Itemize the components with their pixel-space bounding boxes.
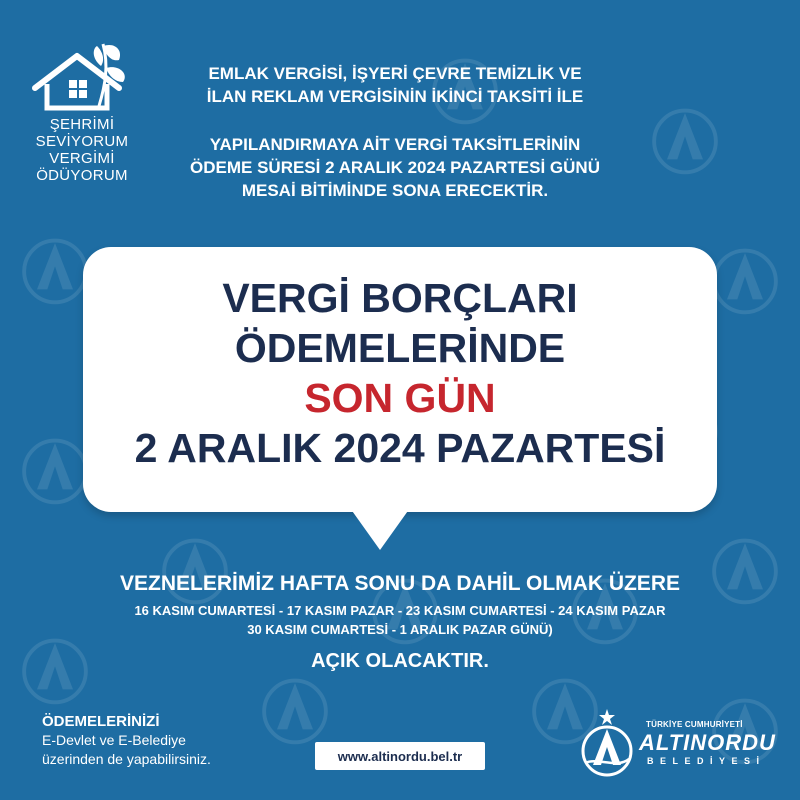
cashier-closing: AÇIK OLACAKTIR. <box>311 650 489 672</box>
campaign-logo-line: ÖDÜYORUM <box>36 167 128 184</box>
altinordu-municipality-logo <box>575 705 776 785</box>
website-link[interactable]: www.altinordu.bel.tr <box>315 742 485 770</box>
campaign-logo-line: ŞEHRİMİ <box>49 116 115 133</box>
bubble-deadline-date: 2 ARALIK 2024 PAZARTESİ <box>134 425 666 471</box>
intro-paragraph-2 <box>160 133 630 202</box>
altinordu-emblem-icon <box>575 707 639 777</box>
intro-line: İLAN REKLAM VERGİSİNİN İKİNCİ TAKSİTİ İLE <box>206 87 584 106</box>
campaign-logo-line: SEVİYORUM <box>35 133 129 150</box>
bubble-last-day-label: SON GÜN <box>304 375 496 421</box>
campaign-logo <box>22 36 142 196</box>
watermark-emblem-icon <box>250 660 340 750</box>
intro-line: EMLAK VERGİSİ, İŞYERİ ÇEVRE TEMİZLİK VE <box>208 64 582 83</box>
deadline-speech-bubble <box>83 247 717 512</box>
cashier-headline: VEZNELERİMİZ HAFTA SONU DA DAHİL OLMAK ÜZERE <box>120 572 680 595</box>
intro-line: YAPILANDIRMAYA AİT VERGİ TAKSİTLERİNİN <box>209 135 581 154</box>
municipality-name: ALTINORDU <box>639 730 776 755</box>
bubble-line-2: ÖDEMELERİNDE <box>234 325 566 371</box>
cashier-dates-line-1: 16 KASIM CUMARTESİ - 17 KASIM PAZAR - 23 KASIM CUMARTESİ - 24 KASIM PAZAR <box>134 603 666 618</box>
watermark-emblem-icon <box>640 90 730 180</box>
municipality-subtitle: BELEDİYESİ <box>647 756 766 766</box>
cashier-dates-line-2: 30 KASIM CUMARTESİ - 1 ARALIK PAZAR GÜNÜ) <box>247 622 553 637</box>
speech-bubble-tail <box>350 508 410 550</box>
online-payment-title: ÖDEMELERİNİZİ <box>42 713 160 730</box>
bubble-line-1: VERGİ BORÇLARI <box>222 275 578 321</box>
intro-line: MESAİ BİTİMİNDE SONA ERECEKTİR. <box>241 181 549 200</box>
online-payment-note <box>42 712 211 769</box>
campaign-logo-line: VERGİMİ <box>49 150 115 167</box>
intro-paragraph-1 <box>160 62 630 108</box>
intro-line: ÖDEME SÜRESİ 2 ARALIK 2024 PAZARTESİ GÜNÜ <box>190 158 600 177</box>
online-payment-line: üzerinden de yapabilirsiniz. <box>42 751 211 767</box>
municipality-country-label: TÜRKİYE CUMHURİYETİ <box>646 720 743 729</box>
house-with-leaves-icon <box>27 36 137 116</box>
online-payment-line: E-Devlet ve E-Belediye <box>42 732 186 748</box>
